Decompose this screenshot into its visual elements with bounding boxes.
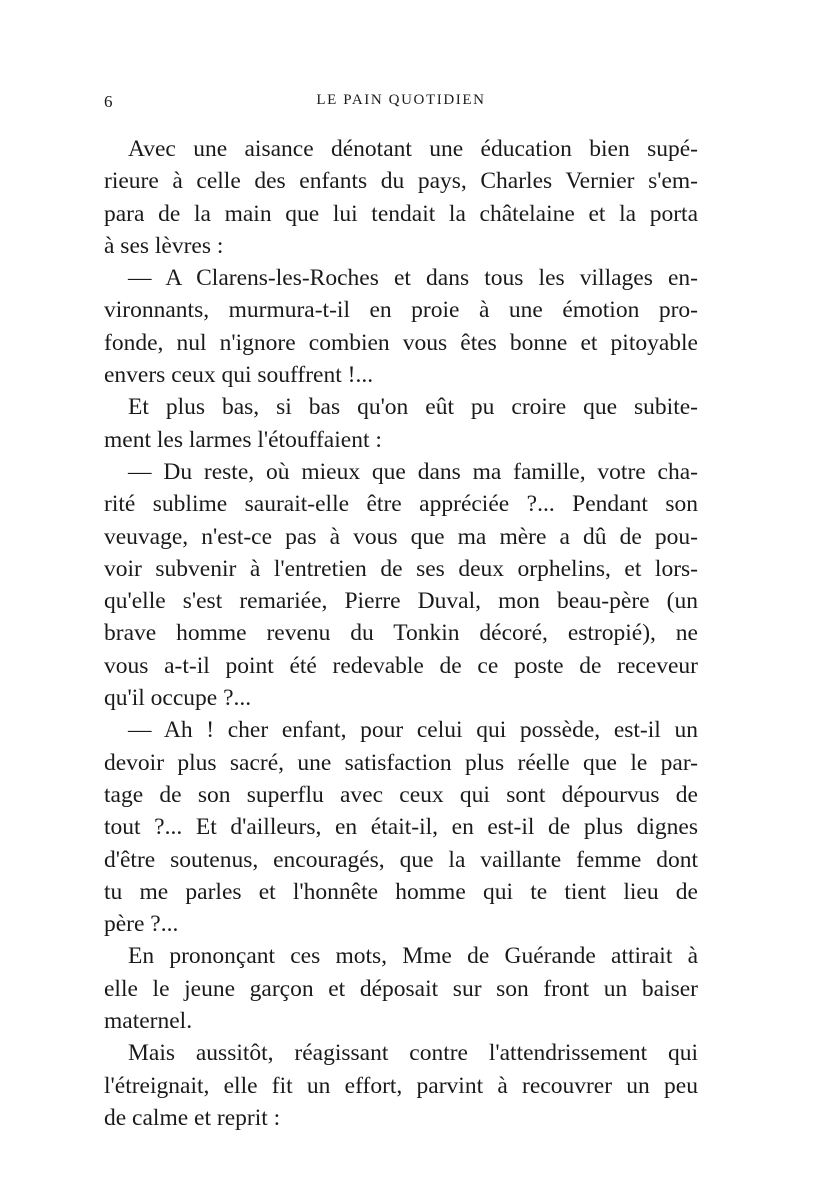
text-line: rieure à celle des enfants du pays, Charles Vernier s'em- (104, 168, 698, 195)
text-line: vironnants, murmura-t-il en proie à une émotion pro- (104, 297, 698, 324)
text-line: d'être soutenus, encouragés, que la vaillante femme dont (104, 846, 698, 873)
running-title: LE PAIN QUOTIDIEN (316, 92, 486, 108)
text-line: vous a-t-il point été redevable de ce poste de receveur (104, 652, 698, 679)
text-line: de calme et reprit : (104, 1104, 281, 1131)
text-line: à ses lèvres : (104, 232, 224, 259)
text-line: qu'il occupe ?... (104, 685, 252, 712)
text-line: — Du reste, où mieux que dans ma famille, votre cha- (128, 458, 698, 485)
body-text (104, 133, 698, 1134)
text-line: l'étreignait, elle fit un effort, parvint à recouvrer un peu (104, 1072, 698, 1099)
text-line: tu me parles et l'honnête homme qui te tient lieu de (104, 878, 698, 905)
text-line: devoir plus sacré, une satisfaction plus réelle que le par- (104, 749, 698, 776)
text-line: rité sublime saurait-elle être appréciée ?... Pendant son (104, 491, 698, 518)
text-line: tout ?... Et d'ailleurs, en était-il, en est-il de plus dignes (104, 814, 698, 841)
running-head (104, 92, 698, 116)
text-line: — A Clarens-les-Roches et dans tous les villages en- (128, 265, 698, 292)
text-line: voir subvenir à l'entretien de ses deux orphelins, et lors- (104, 555, 698, 582)
text-line: veuvage, n'est-ce pas à vous que ma mère a dû de pou- (104, 523, 698, 550)
text-line: qu'elle s'est remariée, Pierre Duval, mon beau-père (un (104, 588, 698, 615)
text-line: maternel. (104, 1008, 193, 1035)
page-number: 6 (104, 92, 113, 111)
text-line: elle le jeune garçon et déposait sur son front un baiser (104, 975, 698, 1002)
text-line: envers ceux qui souffrent !... (104, 362, 374, 389)
text-line: — Ah ! cher enfant, pour celui qui possède, est-il un (128, 717, 698, 744)
text-line: para de la main que lui tendait la châtelaine et la porta (104, 200, 698, 227)
text-line: Avec une aisance dénotant une éducation bien supé- (128, 136, 698, 162)
text-line: tage de son superflu avec ceux qui sont dépourvus de (104, 781, 698, 808)
text-line: Mais aussitôt, réagissant contre l'attendrissement qui (128, 1040, 698, 1067)
text-line: père ?... (104, 911, 179, 938)
text-line: Et plus bas, si bas qu'on eût pu croire que subite- (128, 394, 698, 421)
text-line: brave homme revenu du Tonkin décoré, estropié), ne (104, 620, 698, 647)
text-line: fonde, nul n'ignore combien vous êtes bonne et pitoyable (104, 329, 698, 356)
text-line: ment les larmes l'étouffaient : (104, 426, 382, 453)
text-line: En prononçant ces mots, Mme de Guérande attirait à (128, 943, 698, 970)
